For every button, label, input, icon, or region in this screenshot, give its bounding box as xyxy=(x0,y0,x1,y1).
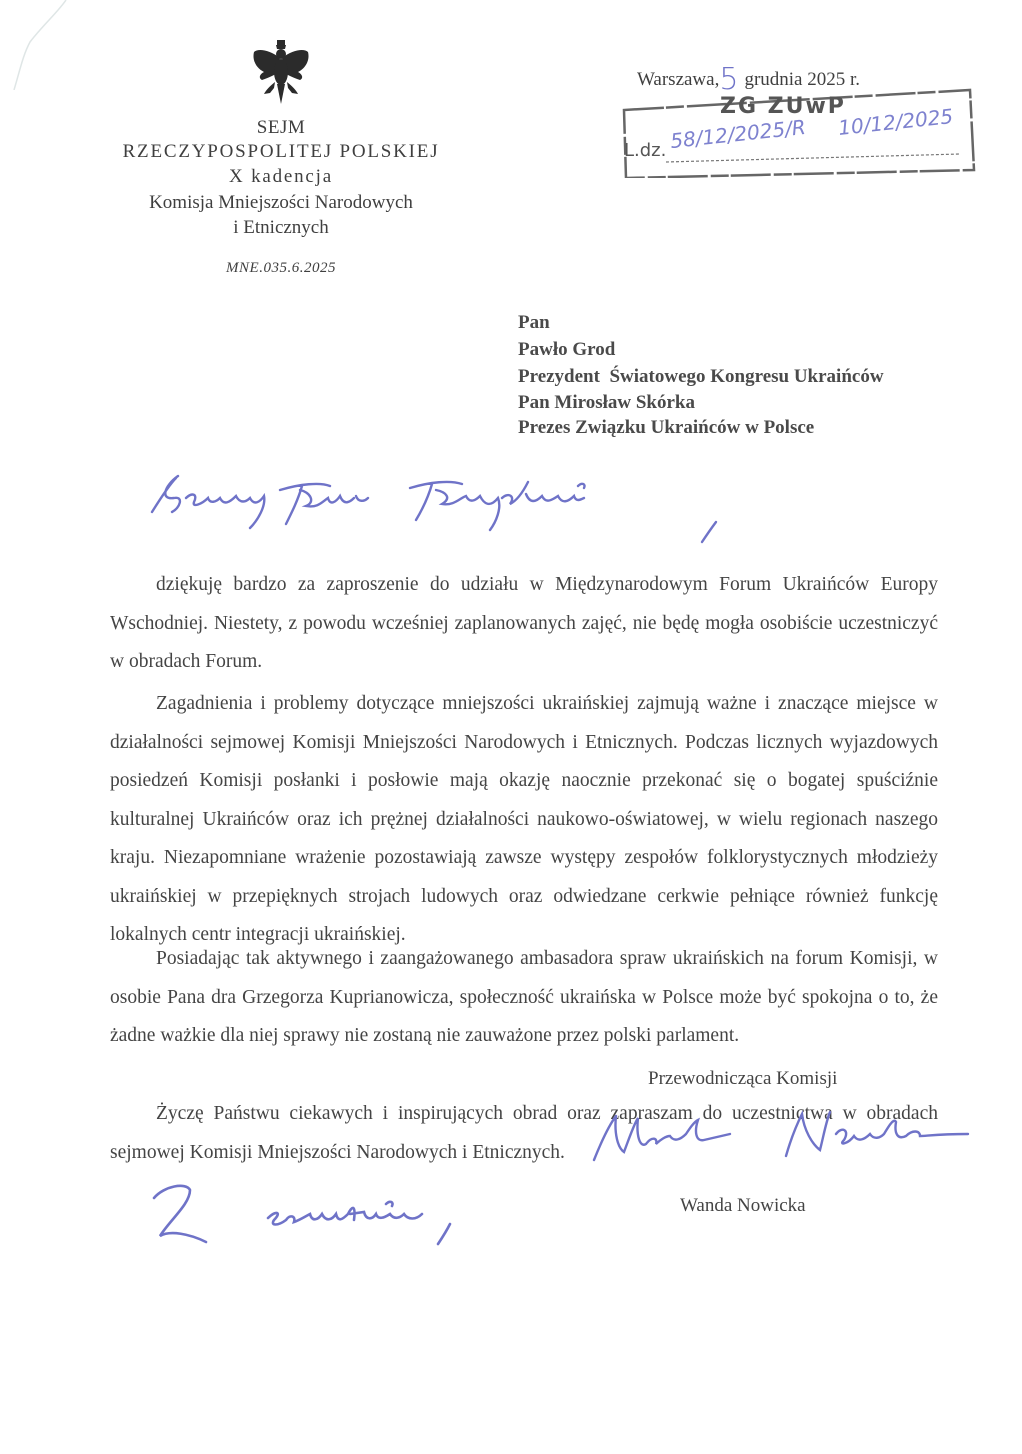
recipient-line: Pan xyxy=(518,312,550,333)
handwritten-closing xyxy=(150,1180,490,1250)
signatory-title: Przewodnicząca Komisji xyxy=(648,1068,838,1089)
handwritten-salutation xyxy=(150,468,720,548)
handwritten-signature xyxy=(590,1100,970,1180)
recipient-line: Pawło Grod xyxy=(518,339,616,360)
paragraph-text: dziękuję bardzo za zaproszenie do udziału w Międzynarodowym Forum Ukraińców Europy Wschodniej. Niestety, z powodu wcześniej zaplanowanych zajęć, nie będę mogła osobiście uczestniczyć w obradach Forum. xyxy=(110,574,938,672)
paper-crease-mark xyxy=(8,0,68,90)
body-paragraph-2 xyxy=(110,685,938,955)
date-day-handwritten: 5 xyxy=(719,62,739,97)
letterhead-institution: SEJM xyxy=(256,117,306,138)
date-place: Warszawa, xyxy=(637,69,720,90)
stamp-organization: ZG ZUwP xyxy=(720,94,846,119)
paragraph-text: Posiadając tak aktywnego i zaangażowanego ambasadora spraw ukraińskich na forum Komisji, w osobie Pana dra Grzegorza Kuprianowicza, społeczność ukraińska w Polsce może być spokojna o to, że żadne ważkie dla niej sprawy nie zostaną nie zauważone przez polski parlament. xyxy=(110,948,938,1046)
paragraph-text: Życzę Państwu ciekawych i inspirujących obrad oraz zapraszam do uczestnictwa w obradach sejmowej Komisji Mniejszości Narodowych i Etnicznych. xyxy=(110,1103,938,1163)
signatory-name: Wanda Nowicka xyxy=(680,1195,806,1216)
body-paragraph-3 xyxy=(110,940,938,1056)
polish-eagle-emblem-icon xyxy=(250,38,312,106)
stamp-received-date: 10/12/2025 xyxy=(837,104,955,140)
recipient-line: Prezes Związku Ukraińców w Polsce xyxy=(518,417,815,438)
recipient-line: Prezydent Światowego Kongresu Ukraińców xyxy=(518,366,884,387)
letterhead-committee: Komisja Mniejszości Narodowych xyxy=(149,192,413,213)
body-paragraph-1 xyxy=(110,566,938,682)
date-rest: grudnia 2025 r. xyxy=(744,69,861,90)
paragraph-text: Zagadnienia i problemy dotyczące mniejszości ukraińskiej zajmują ważne i znaczące miejsce w działalności sejmowej Komisji Mniejszości Narodowych i Etnicznych. Podczas licznych wyjazdowych posiedzeń Komisji posłanki i posłowie mają okazję naocznie przekonać się o bogatej spuściźnie kulturalnej Ukraińców oraz ich prężnej działalności naukowo-oświatowej, w wielu regionach naszego kraju. Niezapomniane wrażenie pozostawiają zawsze występy zespołów folklorystycznych młodzieży ukraińskiej w przepięknych strojach ludowych oraz odwiedzane cerkwie pełniące również funkcję lokalnych centr integracji ukraińskiej. xyxy=(110,693,938,945)
stamp-ldz-label: L.dz. xyxy=(624,140,667,161)
registry-stamp xyxy=(620,82,976,178)
stamp-ldz-number: 58/12/2025/R xyxy=(669,114,807,154)
letterhead-term: X kadencja xyxy=(229,166,333,187)
letterhead-committee-cont: i Etnicznych xyxy=(233,217,329,238)
recipient-line: Pan Mirosław Skórka xyxy=(518,392,696,413)
letterhead-country: RZECZYPOSPOLITEJ POLSKIEJ xyxy=(122,141,440,162)
reference-number: MNE.035.6.2025 xyxy=(226,260,336,276)
